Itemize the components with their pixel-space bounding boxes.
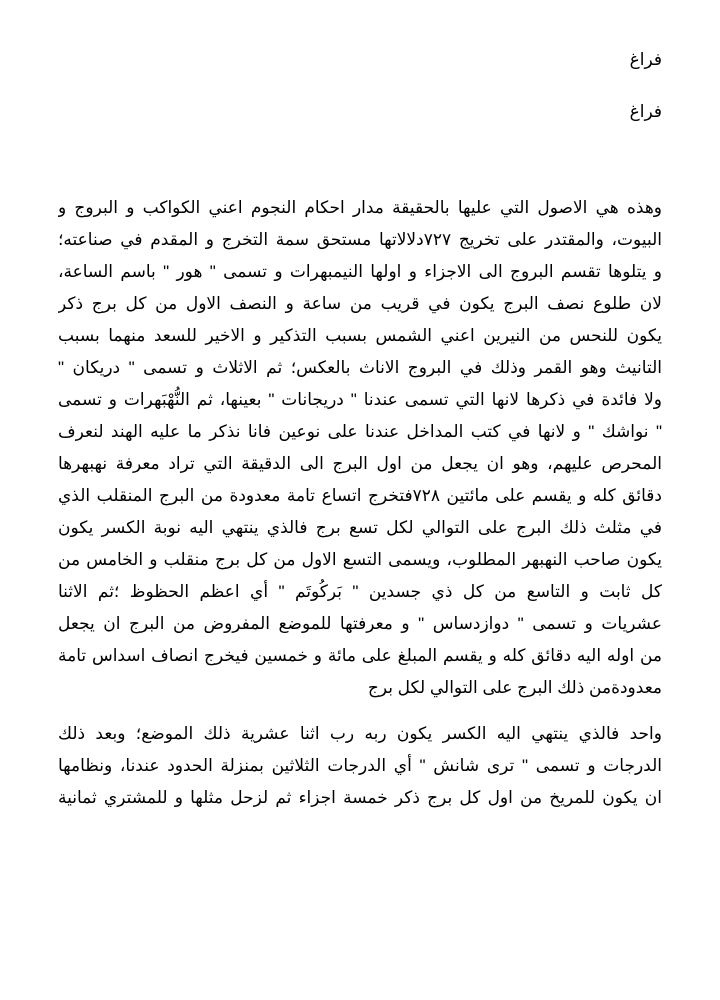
paragraph-1 <box>58 192 662 704</box>
text-line: الدرجات و تسمى " ترى شانش " أي الدرجات الثلاثين بمنزلة الحدود عندنا، ونظامها <box>58 756 662 775</box>
heading-2: فراغ <box>629 102 662 121</box>
text-line: كل ثابت و التاسع من كل ذي جسدين " بَركُوتَم " أي اعظم الحظوظ ؛ثم الاثنا <box>58 582 662 601</box>
text-line: ان يكون للمريخ من اول كل برج ذكر خمسة اجزاء ثم لزحل مثلها و للمشتري ثمانية <box>58 788 662 807</box>
text-line: البيوت، والمقتدر على تخريج ٧٢٧دلالاتها مستحق سمة التخرج و المقدم في صناعته؛ <box>58 230 662 249</box>
text-line: لان طلوع نصف البرج يكون في قريب من ساعة و النصف الاول من كل برج ذكر <box>58 294 662 313</box>
text-line: " نواشك " و لانها في كتب المداخل عندنا على نوعين فانا نذكر ما عليه الهند لنعرف <box>58 422 662 441</box>
text-line: واحد فالذي ينتهي اليه الكسر يكون ربه رب اثنا عشرية ذلك الموضع؛ وبعد ذلك <box>58 724 662 743</box>
text-line: في مثلث ذلك البرج على التوالي لكل تسع برج فالذي ينتهي اليه نوبة الكسر يكون <box>58 518 662 537</box>
text-line: من اوله اليه دقائق كله و يقسم المبلغ على مائة و خمسين فيخرج انصاف اسداس تامة <box>58 646 662 665</box>
text-line: و يتلوها تقسم البروج الى الاجزاء و اولها النيمبهرات و تسمى " هور " باسم الساعة، <box>58 262 662 281</box>
paragraph-2 <box>58 718 662 814</box>
heading-1: فراغ <box>629 50 662 69</box>
text-line: المحرص عليهم، وهو ان يجعل من اول البرج الى الدقيقة التي تراد معرفة نهبهرها <box>58 454 662 473</box>
text-line: يكون للنحس من النيرين اعني الشمس بسبب التذكير و الاخير للسعد منهما بسبب <box>58 326 662 345</box>
text-line: ولا فائدة في ذكرها لانها التي تسمى عندنا " دريجانات " بعينها، ثم النُّهْبَهرات و تسمى <box>58 390 662 409</box>
text-line: معدودةمن ذلك البرج على التوالي لكل برج <box>367 678 662 697</box>
text-line: وهذه هي الاصول التي عليها بالحقيقة مدار احكام النجوم اعني الكواكب و البروج و <box>58 198 662 217</box>
text-line: عشريات و تسمى " دوازدساس " و معرفتها للموضع المفروض من البرج ان يجعل <box>58 614 662 633</box>
text-line: التانيث وهو القمر وذلك في البروج الاناث بالعكس؛ ثم الاثلاث و تسمى " دريكان " <box>58 358 662 377</box>
text-line: يكون صاحب النهبهر المطلوب، ويسمى التسع الاول من كل برج منقلب و الخامس من <box>58 550 662 569</box>
text-line: دقائق كله و يقسم على مائتين ٧٢٨فتخرج اتساع تامة معدودة من البرج المنقلب الذي <box>58 486 662 505</box>
